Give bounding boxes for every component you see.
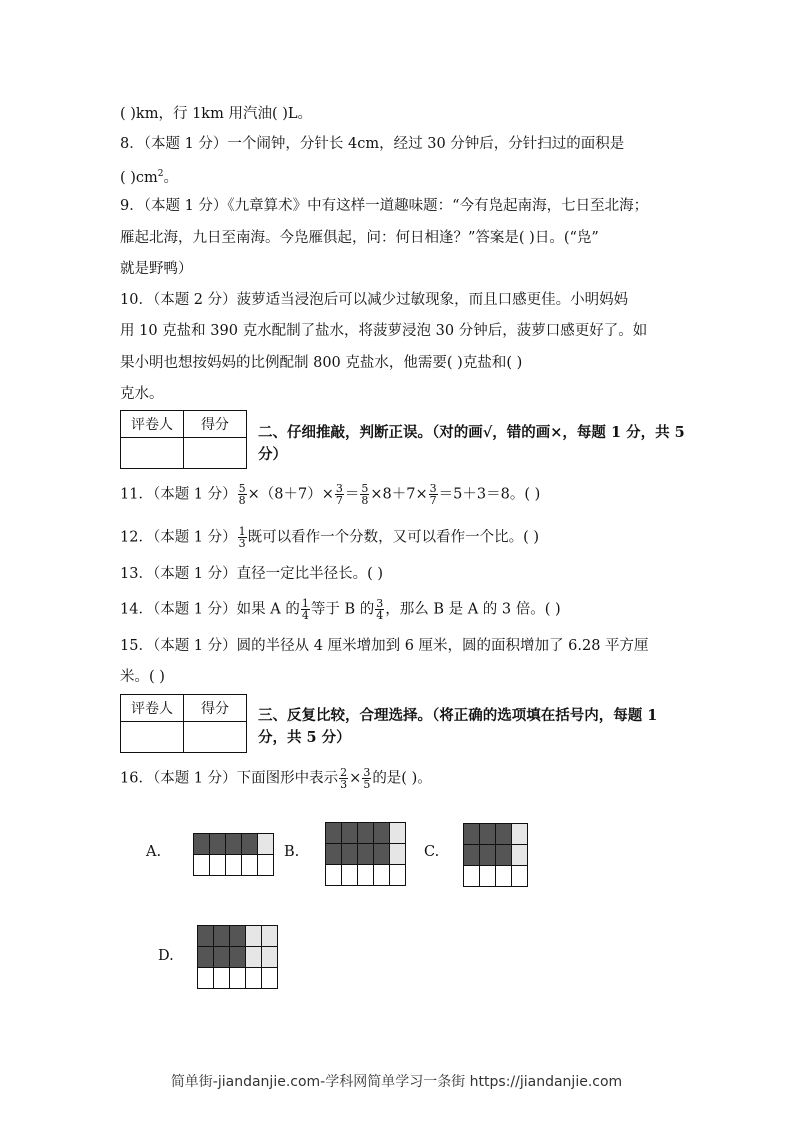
grid-cell <box>464 824 480 845</box>
grader-label: 评卷人 <box>121 695 184 722</box>
option-c-label[interactable]: C. <box>424 844 440 860</box>
grid-cell <box>242 834 258 855</box>
option-a-figure <box>193 833 275 877</box>
grid-cell <box>358 823 374 844</box>
score-label: 得分 <box>184 411 247 438</box>
grid-cell <box>358 865 374 886</box>
grid-cell <box>210 834 226 855</box>
grid-cell <box>512 845 528 866</box>
score-cell <box>184 722 247 753</box>
grid-cell <box>214 926 230 947</box>
grid-cell <box>480 824 496 845</box>
grid-cell <box>374 823 390 844</box>
question-13: 13．（本题 1 分）直径一定比半径长。( ) <box>120 566 384 582</box>
grid-cell <box>374 844 390 865</box>
section-3-title: 三、反复比较，合理选择。（将正确的选项填在括号内，每题 1 分，共 5 分） <box>258 707 658 746</box>
grid-cell <box>326 865 342 886</box>
grid-cell <box>326 844 342 865</box>
grid-cell <box>246 968 262 989</box>
question-8-line2: ( )$cm^2$。 <box>120 169 179 186</box>
grid-cell <box>390 865 406 886</box>
question-12: 12．（本题 1 分） $\frac{1}{3}$ 既可以看作一个分数，又可以看作一个比。( ) <box>120 525 540 550</box>
grid-cell <box>198 968 214 989</box>
grid-cell <box>342 823 358 844</box>
question-10-line2: 用 10 克盐和 390 克水配制了盐水，将菠萝浸泡 30 分钟后，菠萝口感更好了。如 <box>120 323 648 339</box>
question-8-line1: 8．（本题 1 分）一个闹钟，分针长 4cm，经过 30 分钟后，分针扫过的面积是 <box>120 136 625 152</box>
grid-cell <box>258 855 274 876</box>
grid-cell <box>198 926 214 947</box>
grid-cell <box>242 855 258 876</box>
grid-cell <box>390 844 406 865</box>
grid-cell <box>246 926 262 947</box>
score-cell <box>184 438 247 469</box>
grid-cell <box>230 926 246 947</box>
grid-cell <box>258 834 274 855</box>
grader-cell <box>121 722 184 753</box>
grader-cell <box>121 438 184 469</box>
grid-cell <box>374 865 390 886</box>
grid-cell <box>390 823 406 844</box>
grid-cell <box>194 834 210 855</box>
question-15-line1: 15．（本题 1 分）圆的半径从 4 厘米增加到 6 厘米，圆的面积增加了 6.28 平方厘 <box>120 638 649 654</box>
option-c-figure <box>463 823 531 889</box>
grid-cell <box>512 824 528 845</box>
question-9-line1: 9．（本题 1 分）《九章算术》中有这样一道趣味题：“今有凫起南海，七日至北海； <box>120 198 649 214</box>
footer-watermark: 简单街-jiandanjie.com-学科网简单学习一条街 https://jiandanjie.com <box>170 1074 623 1090</box>
option-d-figure <box>197 925 281 989</box>
question-15-line2: 米。( ) <box>120 669 165 685</box>
score-label: 得分 <box>184 695 247 722</box>
grader-table-2 <box>120 694 247 753</box>
grid-cell <box>226 855 242 876</box>
question-11: 11．（本题 1 分） $\frac{5}{8}$ ×（8＋7）× $\frac{3}{7}$ ＝ $\frac{5}{8}$ ×8＋7× $\frac{3}{7}$ ＝5＋3＝8。( ) <box>120 482 541 507</box>
grid-cell <box>214 968 230 989</box>
question-9-line2: 雁起北海，九日至南海。今凫雁俱起，问：何日相逢？”答案是( )日。(“凫” <box>120 230 599 246</box>
grader-label: 评卷人 <box>121 411 184 438</box>
section-2-title: 二、仔细推敲，判断正误。（对的画√，错的画×，每题 1 分，共 5 分） <box>258 424 685 463</box>
grid-cell <box>496 824 512 845</box>
grid-cell <box>230 947 246 968</box>
grid-cell <box>262 947 278 968</box>
grid-cell <box>326 823 342 844</box>
grid-cell <box>262 968 278 989</box>
grid-cell <box>198 947 214 968</box>
grid-cell <box>194 855 210 876</box>
grid-cell <box>480 845 496 866</box>
grid-cell <box>480 866 496 887</box>
question-10-line4: 克水。 <box>120 386 164 402</box>
grid-cell <box>342 865 358 886</box>
grid-cell <box>246 947 262 968</box>
grid-cell <box>464 845 480 866</box>
grid-cell <box>230 968 246 989</box>
question-14: 14．（本题 1 分）如果 A 的 $\frac{1}{4}$ 等于 B 的 $\frac{3}{4}$ ，那么 B 是 A 的 3 倍。( ) <box>120 597 561 622</box>
question-10-line1: 10．（本题 2 分）菠萝适当浸泡后可以减少过敏现象，而且口感更佳。小明妈妈 <box>120 292 629 308</box>
grid-cell <box>226 834 242 855</box>
grid-cell <box>214 947 230 968</box>
question-9-line3: 就是野鸭） <box>120 261 193 277</box>
option-b-figure <box>325 822 409 888</box>
grader-table <box>120 410 247 469</box>
line-7-cont: ( )km，行 1km 用汽油( )L。 <box>120 106 312 122</box>
grid-cell <box>262 926 278 947</box>
grid-cell <box>210 855 226 876</box>
option-b-label[interactable]: B. <box>284 844 300 860</box>
grid-cell <box>512 866 528 887</box>
grid-cell <box>342 844 358 865</box>
option-d-label[interactable]: D. <box>158 948 174 964</box>
grid-cell <box>464 866 480 887</box>
option-a-label[interactable]: A. <box>146 844 162 860</box>
grid-cell <box>358 844 374 865</box>
grid-cell <box>496 866 512 887</box>
grid-cell <box>496 845 512 866</box>
question-10-line3: 果小明也想按妈妈的比例配制 800 克盐水，他需要( )克盐和( ) <box>120 355 523 371</box>
question-16: 16．（本题 1 分）下面图形中表示 $\frac{2}{3}$ × $\frac{3}{5}$ 的是( )。 <box>120 766 432 791</box>
